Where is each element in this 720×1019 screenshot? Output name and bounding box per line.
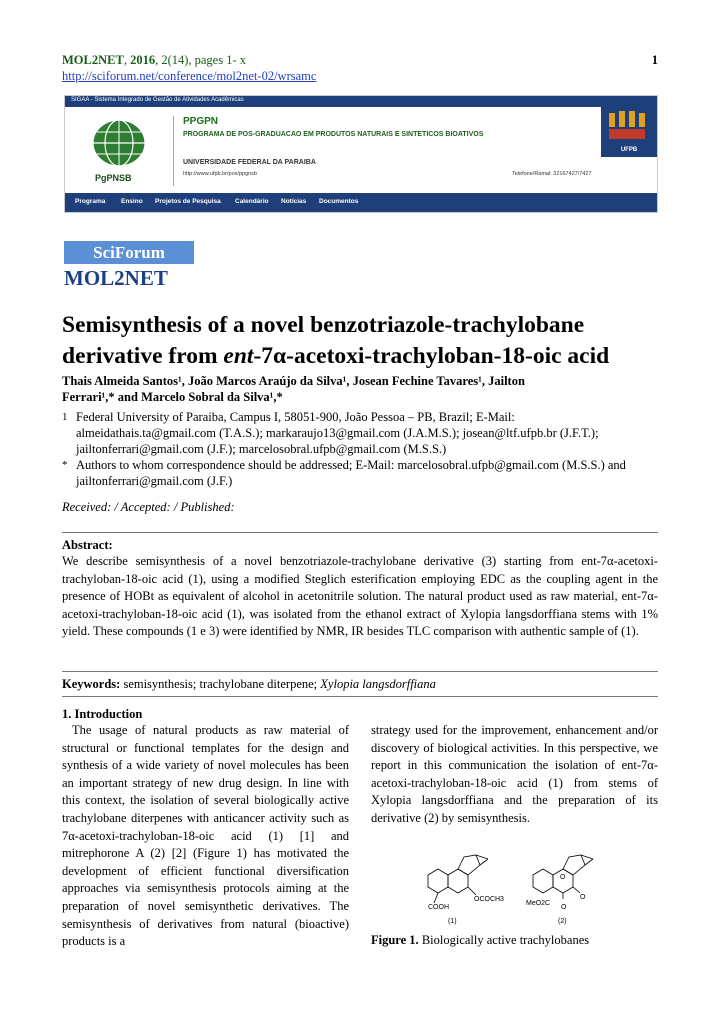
chem-label-2: (2) [558,918,567,925]
page-number: 1 [651,53,658,67]
nav-item-ensino[interactable]: Ensino [121,198,143,205]
title-line-2b: -7α-acetoxi-trachyloban-18-oic acid [253,343,610,369]
program-website[interactable]: http://www.ufpb.br/pos/ppgnsb [183,171,257,177]
trachylobane-structures-figure [418,845,628,925]
paper-title [62,310,682,372]
banner-divider [173,116,174,186]
authors-line-1: Thais Almeida Santos¹, João Marcos Araújo da Silva¹, Josean Fechine Tavares¹, Jailton [62,374,525,388]
abstract-heading: Abstract: [62,538,113,552]
system-name: SIGAA - Sistema Integrado de Gestão de Atividades Acadêmicas [71,97,244,103]
program-name: PROGRAMA DE POS-GRADUACAO EM PRODUTOS NATURAIS E SINTETICOS BIOATIVOS [183,131,484,138]
nav-item-documentos[interactable]: Documentos [319,198,359,205]
authors-line-2: Ferrari¹,* and Marcelo Sobral da Silva¹,* [62,390,283,404]
author-list [62,373,672,405]
figure-caption [371,933,589,948]
affiliation-text: Federal University of Paraiba, Campus I, 58051-900, João Pessoa – PB, Brazil; E-Mail: almeidathais.ta@gmail.com (T.A.S.); markaraujo13@gmail.com (J.A.M.S.); josean@ltf.ufpb.br (J.F.T.); jailtonferrari@gmail.com (J.F.); marcelosobral.ufpb@gmail.com (M.S.S.) [76,410,599,456]
keywords [62,677,436,692]
keywords-text: semisynthesis; trachylobane diterpene; [120,677,321,691]
keywords-label: Keywords: [62,677,121,691]
keywords-bottom-rule [62,696,658,697]
sciforum-badge: SciForum [64,241,194,264]
nav-item-noticias[interactable]: Notícias [281,198,307,205]
conference-url-link[interactable]: http://sciforum.net/conference/mol2net-02/wrsamc [62,69,317,83]
abstract-body: We describe semisynthesis of a novel benzotriazole-trachylobane derivative (3) starting from ent-7α-acetoxi-trachyloban-18-oic acid (1), using a modified Steglich esterification employing EDC as the coupling agent in the presence of HOBt as equivalent of alcohol in acetonitrile solution. The natural product used as raw material, ent-7α-acetoxi-trachyloban-18-oic acid (1), was isolated from the ethanol extract of Xylopia langsdorffiana stems with 1% yield. These compounds (1 e 3) were identified by NMR, IR besides TLC comparison with authentic sample of (1). [62,554,658,638]
program-logo-label: PgPNSB [95,173,132,183]
affiliation-1 [62,409,672,457]
title-line-2a: derivative from [62,343,224,369]
chem-meo2c-label: MeO2C [526,900,551,907]
section-heading-introduction: 1. Introduction [62,707,143,721]
journal-citation: MOL2NET, 2016, 2(14), pages 1- x [62,53,247,67]
journal-name: MOL2NET [62,53,124,67]
journal-volume-pages: , 2(14), pages 1- x [155,53,247,67]
nav-item-projetos[interactable]: Projetos de Pesquisa [155,198,221,205]
correspondence [62,457,672,489]
affiliation-mark: 1 [62,411,68,423]
nav-item-programa[interactable]: Programa [75,198,106,205]
banner-nav-bar [65,193,657,212]
mol2net-label: MOL2NET [64,266,168,290]
program-phone: Telefone/Ramal: 32167427/7427 [512,171,592,177]
ufpb-logo [601,107,657,157]
globe-logo-icon [87,118,151,168]
title-line-1: Semisynthesis of a novel benzotriazole-trachylobane [62,312,585,338]
journal-year: 2016 [130,53,156,67]
ufpb-emblem-icon [601,107,657,145]
chem-o-label-2: O [580,894,586,901]
figure-caption-text: Biologically active trachylobanes [418,933,590,947]
keywords-top-rule [62,671,658,672]
ufpb-label: UFPB [620,147,638,153]
university-name: UNIVERSIDADE FEDERAL DA PARAIBA [183,159,316,166]
figure-label: Figure 1. [371,933,419,947]
intro-left-column: The usage of natural products as raw material of structural or functional templates for the design and synthesis of a wide variety of novel molecules has been an important strategy of new drug design. In line with this context, the isolation of several biologically active trachylobane diterpenes with anticancer activity such as 7α-acetoxi-trachyloban-18-oic acid (1) [1] and mitrephorone A (2) [2] (Figure 1) has motivated the development of efficient functional diversification approaches via semisynthesis protocols aiming at the preparation of novel semisynthetic derivatives. The semisynthesis of derivatives from natural (bioactive) products is a [62,723,349,949]
nav-item-calendario[interactable]: Calendário [235,198,269,205]
chem-o-label-3: O [561,904,567,911]
banner-system-bar [65,96,657,107]
title-ent-prefix: ent [223,343,254,369]
correspondence-mark: * [62,459,68,471]
publication-dates: Received: / Accepted: / Published: [62,500,235,514]
ppgpn-banner [64,95,658,213]
affiliations [62,409,672,489]
intro-right-column: strategy used for the improvement, enhancement and/or discovery of biological activities. In this perspective, we report in this communication the isolation of ent-7α-acetoxi-trachyloban-18-oic acid (1) from stems of Xylopia langsdorffiana and the preparation of its derivative (2) by semisynthesis. [371,723,658,825]
keywords-species: Xylopia langsdorffiana [320,677,436,691]
chem-cooh-label: COOH [428,904,449,911]
chem-o-label-1: O [560,874,566,881]
chem-label-1: (1) [448,918,457,925]
program-code: PPGPN [183,116,219,127]
chem-ococh3-label: OCOCH3 [474,896,504,903]
correspondence-text: Authors to whom correspondence should be addressed; E-Mail: marcelosobral.ufpb@gmail.com (M.S.S.) and jailtonferrari@gmail.com (J.F.) [76,458,626,488]
abstract-top-rule [62,532,658,533]
